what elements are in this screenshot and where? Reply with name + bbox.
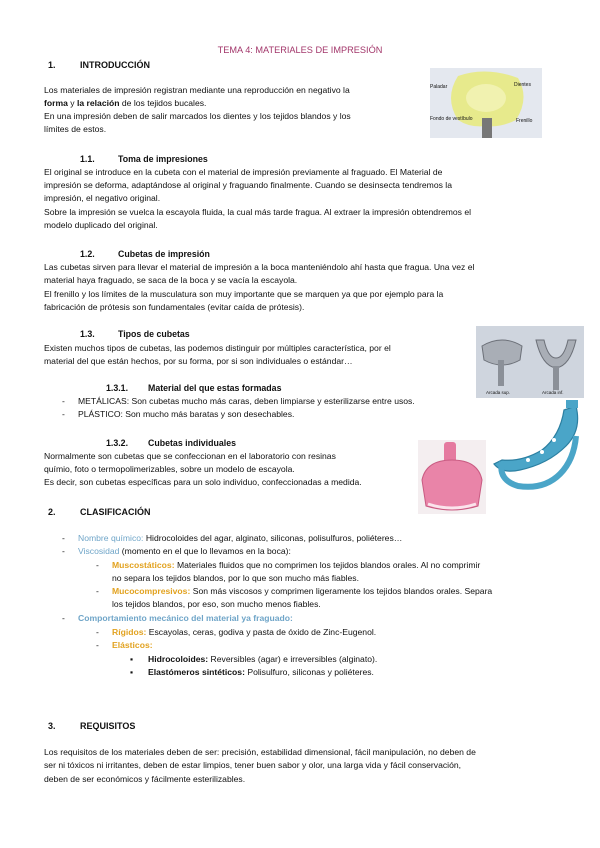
plastic-tray-photo <box>488 400 588 496</box>
para-line: material haya fraguado, se saca de la boca y se vacía la escayola. <box>44 275 298 285</box>
item-text: Polisulfuro, siliconas y poliéteres. <box>244 667 374 677</box>
text: de los tejidos bucales. <box>119 98 207 108</box>
item-text: Hidrocoloides del agar, alginato, siliconas, polisulfuros, poliéteres… <box>143 533 403 543</box>
subsection-title: Material del que estas formadas <box>148 383 282 393</box>
dash-bullet: - <box>96 586 99 596</box>
item-text: Son cubetas mucho más caras, deben limpiarse y esterilizarse entre usos. <box>129 396 415 406</box>
caption-right: Arcada inf. <box>542 390 564 395</box>
section-3-heading <box>48 720 135 733</box>
plastic-tray-figure <box>488 400 588 496</box>
item-label: METÁLICAS: <box>78 396 130 406</box>
bold-word: la relación <box>76 98 120 108</box>
item-text: Son más viscosos y comprimen ligeramente los tejidos blandos orales. Separa <box>190 586 493 596</box>
item-text: Reversibles (agar) e irreversibles (alginato). <box>208 654 378 664</box>
text: y <box>67 98 77 108</box>
para-line: Los requisitos de los materiales deben de ser: precisión, estabilidad dimensional, fácil manipulación, no deben de <box>44 747 476 757</box>
para-line: Existen muchos tipos de cubetas, las podemos distinguir por múltiples característica, por el <box>44 343 391 353</box>
dash-bullet: - <box>62 533 65 543</box>
section-2-heading <box>48 506 151 519</box>
subsection-number: 1.3. <box>80 329 95 339</box>
metal-trays-figure <box>476 326 584 398</box>
viscosity-item-2-cont: los tejidos blandos, por eso, son mucho menos fiables. <box>112 599 321 609</box>
section-title: INTRODUCCIÓN <box>80 60 150 70</box>
label-fondo: Fondo de vestíbulo <box>430 116 473 122</box>
individual-tray-photo <box>418 440 486 514</box>
para-line: deben de ser económicos y fácilmente esterilizables. <box>44 774 246 784</box>
dash-bullet: - <box>96 627 99 637</box>
section-title: CLASIFICACIÓN <box>80 507 151 517</box>
para-line: impresión se deforma, adaptándose al original y fraguando finalmente. Cuando se desinsecta tendremos la <box>44 180 452 190</box>
classification-item-3 <box>62 612 293 625</box>
list-item <box>62 395 415 408</box>
document-title: TEMA 4: MATERIALES DE IMPRESIÓN <box>217 45 383 55</box>
subsection-title: Toma de impresiones <box>118 154 208 164</box>
elastic-item-1 <box>130 653 377 666</box>
item-text: Escayolas, ceras, godiva y pasta de óxido de Zinc-Eugenol. <box>146 627 377 637</box>
metal-trays-photo <box>476 326 584 398</box>
bold-word: forma <box>44 98 68 108</box>
item-text: Materiales fluidos que no comprimen los tejidos blandos orales. Al no comprimir <box>174 560 481 570</box>
para-line: Las cubetas sirven para llevar el material de impresión a la boca manteniéndolo ahí hasta que fragua. Una vez el <box>44 262 475 272</box>
intro-line-4: límites de estos. <box>44 124 107 134</box>
viscosity-item-2 <box>96 585 492 598</box>
item-label: Mucocompresivos: <box>112 586 191 596</box>
item-label: Viscosidad <box>78 546 120 556</box>
para-line: El frenillo y los límites de la musculatura son muy importante que se marquen ya que por ejemplo para la <box>44 289 444 299</box>
impression-figure <box>430 68 542 138</box>
section-number: 2. <box>48 507 56 517</box>
subsection-1-1-heading <box>80 153 208 166</box>
para-line: Es decir, son cubetas específicas para un solo individuo, confeccionadas a medida. <box>44 477 362 487</box>
individual-tray-figure <box>418 440 486 514</box>
square-bullet: ▪ <box>130 654 134 664</box>
subsection-number: 1.3.1. <box>106 383 129 393</box>
para-line: modelo duplicado del original. <box>44 220 158 230</box>
subsection-1-3-1-heading <box>106 382 281 395</box>
dash-bullet: - <box>62 409 65 419</box>
viscosity-item-1-cont: no separa los tejidos blandos, por lo que son mucho más fiables. <box>112 573 359 583</box>
subsection-number: 1.1. <box>80 154 95 164</box>
section-number: 3. <box>48 721 56 731</box>
section-number: 1. <box>48 60 56 70</box>
para-line: fabricación de prótesis son fundamentales (evitar caída de prótesis). <box>44 302 305 312</box>
subsection-1-3-heading <box>80 328 190 341</box>
item-label: Elastómeros sintéticos: <box>148 667 245 677</box>
item-text: (momento en el que lo llevamos en la boca): <box>119 546 291 556</box>
classification-item-2 <box>62 545 291 558</box>
label-paladar: Paladar <box>430 84 448 90</box>
list-item <box>62 408 294 421</box>
subsection-number: 1.2. <box>80 249 95 259</box>
caption-left: Arcada sup. <box>486 390 511 395</box>
para-line: material del que están hechos, por su forma, por si son individuales o estándar… <box>44 356 353 366</box>
mechanical-item-2 <box>96 639 153 652</box>
subsection-1-2-heading <box>80 248 210 261</box>
para-line: impresión, el negativo original. <box>44 193 161 203</box>
impression-photo <box>430 68 542 138</box>
dash-bullet: - <box>96 640 99 650</box>
para-line: Normalmente son cubetas que se confeccionan en el laboratorio con resinas <box>44 451 336 461</box>
dash-bullet: - <box>62 396 65 406</box>
para-line: El original se introduce en la cubeta con el material de impresión previamente al fraguado. El Material de <box>44 167 443 177</box>
item-label: Rígidos: <box>112 627 147 637</box>
para-line: ser ni tóxicos ni irritantes, deben de estar limpios, tener buen sabor y olor, una larga vida y fácil conservación, <box>44 760 462 770</box>
mechanical-item-1 <box>96 626 376 639</box>
section-1-heading <box>48 59 150 72</box>
square-bullet: ▪ <box>130 667 134 677</box>
dash-bullet: - <box>96 560 99 570</box>
subsection-title: Cubetas individuales <box>148 438 236 448</box>
item-text: Son mucho más baratas y son desechables. <box>122 409 295 419</box>
item-label: Comportamiento mecánico del material ya fraguado: <box>78 613 293 623</box>
dash-bullet: - <box>62 613 65 623</box>
item-label: Elásticos: <box>112 640 153 650</box>
elastic-item-2 <box>130 666 374 679</box>
item-label: Muscostáticos: <box>112 560 175 570</box>
classification-item-1 <box>62 532 402 545</box>
subsection-1-3-2-heading <box>106 437 236 450</box>
item-label: Nombre químico: <box>78 533 144 543</box>
viscosity-item-1 <box>96 559 480 572</box>
para-line: Sobre la impresión se vuelca la escayola fluida, la cual más tarde fragua. Al extraer la impresión obtendremos el <box>44 207 472 217</box>
para-line: químio, foto o termopolimerizables, sobre un modelo de escayola. <box>44 464 295 474</box>
intro-line-2 <box>44 97 206 110</box>
subsection-title: Cubetas de impresión <box>118 249 210 259</box>
intro-line-3: En una impresión deben de salir marcados los dientes y los tejidos blandos y los <box>44 111 351 121</box>
item-label: PLÁSTICO: <box>78 409 123 419</box>
label-frenillo: Frenillo <box>516 118 533 124</box>
subsection-title: Tipos de cubetas <box>118 329 190 339</box>
label-dientes: Dientes <box>514 82 531 88</box>
intro-line-1: Los materiales de impresión registran mediante una reproducción en negativo la <box>44 85 350 95</box>
item-label: Hidrocoloides: <box>148 654 209 664</box>
section-title: REQUISITOS <box>80 721 136 731</box>
dash-bullet: - <box>62 546 65 556</box>
subsection-number: 1.3.2. <box>106 438 129 448</box>
